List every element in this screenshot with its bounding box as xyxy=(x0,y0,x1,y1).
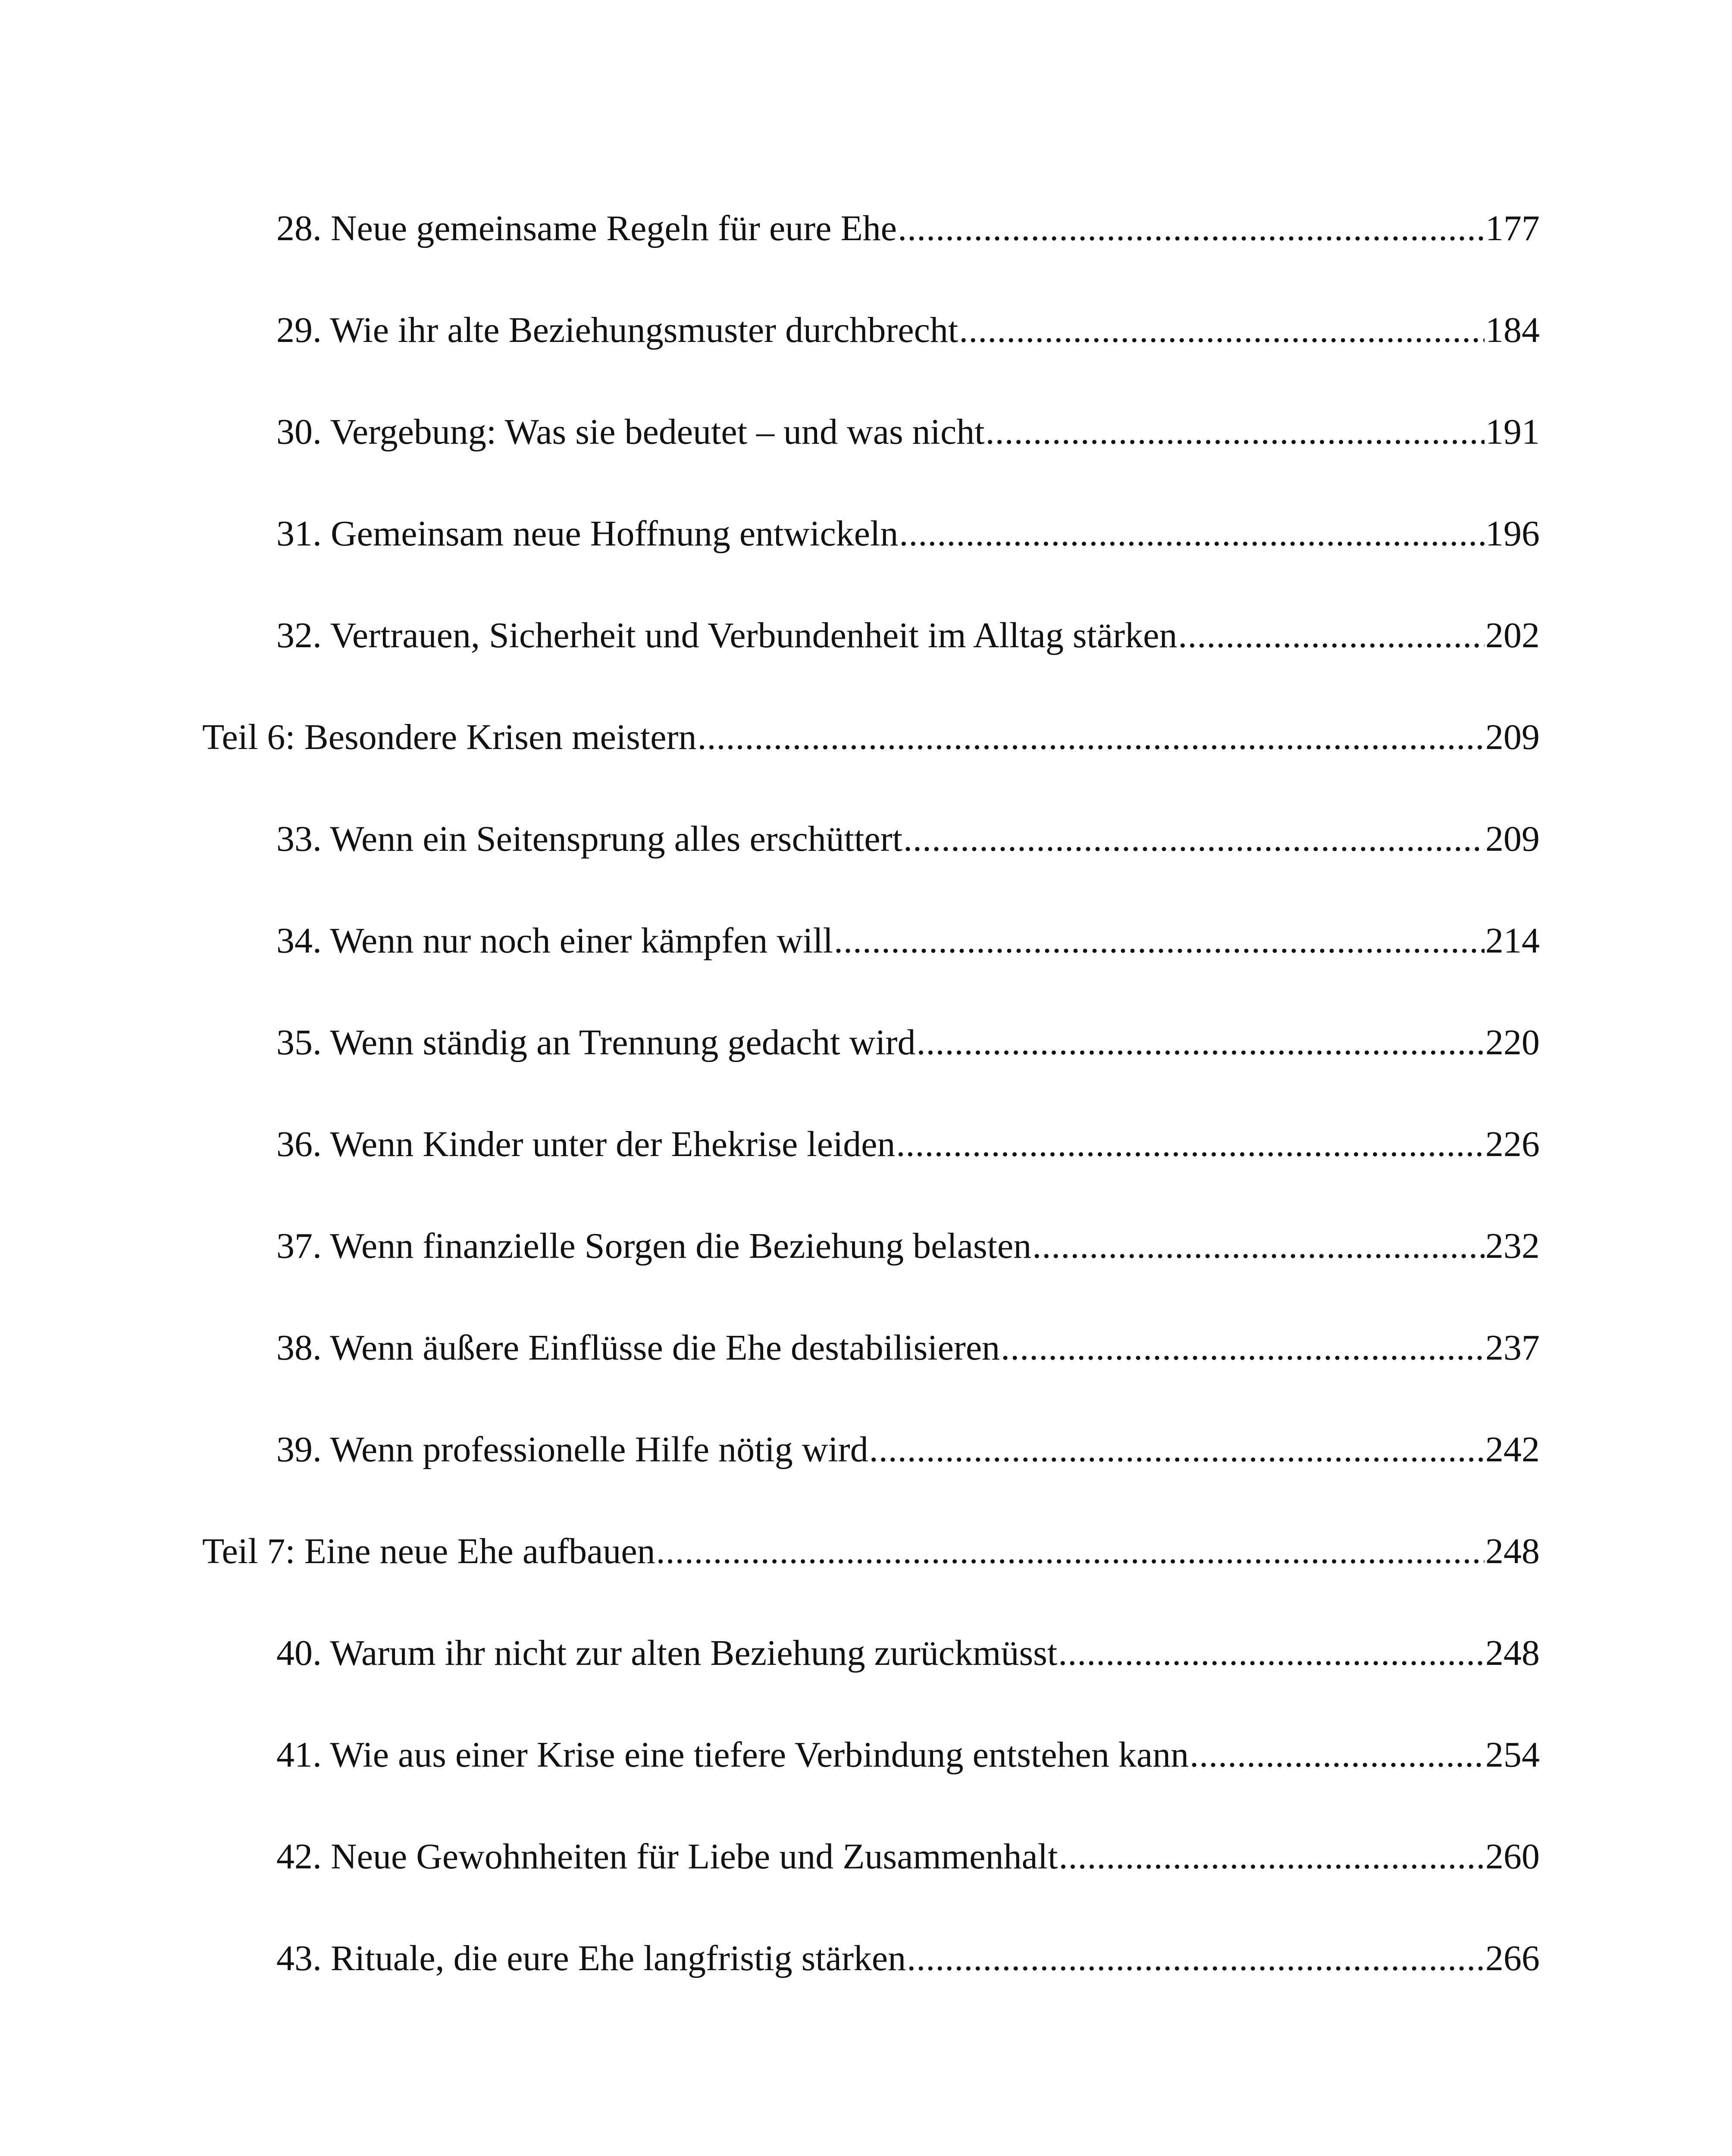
dot-leader xyxy=(896,1121,1485,1168)
dot-leader xyxy=(903,815,1485,863)
toc-entry-page: 248 xyxy=(1485,1633,1540,1673)
toc-entry-title: 32. Vertrauen, Sicherheit und Verbundenheit im Alltag stärken xyxy=(276,615,1178,655)
toc-entry-page: 237 xyxy=(1485,1328,1540,1368)
toc-entry-page: 232 xyxy=(1485,1226,1540,1266)
toc-entry-title: Teil 6: Besondere Krisen meistern xyxy=(202,717,697,757)
toc-entry xyxy=(276,1324,1540,1372)
toc-entry-title: 31. Gemeinsam neue Hoffnung entwickeln xyxy=(276,514,899,554)
toc-entry-title: 42. Neue Gewohnheiten für Liebe und Zusammenhalt xyxy=(276,1836,1058,1877)
dot-leader xyxy=(869,1426,1485,1473)
toc-entry-title: 29. Wie ihr alte Beziehungsmuster durchbrecht xyxy=(276,310,958,350)
dot-leader xyxy=(1059,1833,1485,1880)
toc-entry xyxy=(276,1833,1540,1880)
toc-entry-page: 254 xyxy=(1485,1735,1540,1775)
toc-entry-title: 36. Wenn Kinder unter der Ehekrise leiden xyxy=(276,1124,896,1164)
toc-entry-page: 184 xyxy=(1485,310,1540,350)
dot-leader xyxy=(1032,1222,1485,1270)
dot-leader xyxy=(907,1935,1485,1982)
toc-entry-page: 266 xyxy=(1485,1938,1540,1978)
toc-entry-title: 35. Wenn ständig an Trennung gedacht wird xyxy=(276,1022,916,1062)
toc-entry xyxy=(276,815,1540,863)
toc-entry xyxy=(276,917,1540,965)
toc-entry-page: 220 xyxy=(1485,1022,1540,1062)
toc-entry-page: 209 xyxy=(1485,717,1540,757)
dot-leader xyxy=(1001,1324,1485,1372)
dot-leader xyxy=(1178,612,1485,659)
toc-entry xyxy=(276,510,1540,558)
toc-entry-page: 214 xyxy=(1485,921,1540,961)
toc-part-entry xyxy=(202,1528,1540,1575)
toc-entry-page: 202 xyxy=(1485,615,1540,655)
dot-leader xyxy=(917,1019,1485,1066)
dot-leader xyxy=(1058,1630,1485,1677)
toc-entry-page: 260 xyxy=(1485,1836,1540,1877)
dot-leader xyxy=(656,1528,1485,1575)
dot-leader xyxy=(697,714,1485,761)
dot-leader xyxy=(959,307,1485,354)
toc-entry xyxy=(276,1731,1540,1779)
toc-entry-page: 248 xyxy=(1485,1531,1540,1571)
toc-entry xyxy=(276,408,1540,456)
dot-leader xyxy=(986,408,1485,456)
dot-leader xyxy=(899,510,1485,558)
toc-entry-title: 37. Wenn finanzielle Sorgen die Beziehung belasten xyxy=(276,1226,1032,1266)
toc-entry-page: 242 xyxy=(1485,1429,1540,1470)
toc-entry-title: 43. Rituale, die eure Ehe langfristig stärken xyxy=(276,1938,906,1978)
toc-entry-page: 177 xyxy=(1485,208,1540,248)
toc-entry-title: 39. Wenn professionelle Hilfe nötig wird xyxy=(276,1429,868,1470)
toc-entry-title: 30. Vergebung: Was sie bedeutet – und was nicht xyxy=(276,412,985,452)
toc-entry xyxy=(276,612,1540,659)
toc-entry-title: 33. Wenn ein Seitensprung alles erschüttert xyxy=(276,819,902,859)
toc-entry-page: 226 xyxy=(1485,1124,1540,1164)
toc-part-entry xyxy=(202,714,1540,761)
toc-entry-title: 38. Wenn äußere Einflüsse die Ehe destabilisieren xyxy=(276,1328,1000,1368)
dot-leader xyxy=(898,205,1485,252)
toc-entry-title: 28. Neue gemeinsame Regeln für eure Ehe xyxy=(276,208,897,248)
toc-entry xyxy=(276,307,1540,354)
toc-entry-page: 209 xyxy=(1485,819,1540,859)
toc-entry xyxy=(276,205,1540,252)
toc-entry-title: 41. Wie aus einer Krise eine tiefere Verbindung entstehen kann xyxy=(276,1735,1189,1775)
toc-entry xyxy=(276,1935,1540,1982)
toc-entry-title: Teil 7: Eine neue Ehe aufbauen xyxy=(202,1531,655,1571)
toc-entry xyxy=(276,1121,1540,1168)
toc-entry-page: 196 xyxy=(1485,514,1540,554)
toc-entry-page: 191 xyxy=(1485,412,1540,452)
toc-entry xyxy=(276,1630,1540,1677)
toc-entry xyxy=(276,1426,1540,1473)
toc-entry-title: 40. Warum ihr nicht zur alten Beziehung zurückmüsst xyxy=(276,1633,1058,1673)
toc-entry xyxy=(276,1019,1540,1066)
dot-leader xyxy=(1190,1731,1485,1779)
toc-entry-title: 34. Wenn nur noch einer kämpfen will xyxy=(276,921,833,961)
dot-leader xyxy=(834,917,1485,965)
toc-entry xyxy=(276,1222,1540,1270)
